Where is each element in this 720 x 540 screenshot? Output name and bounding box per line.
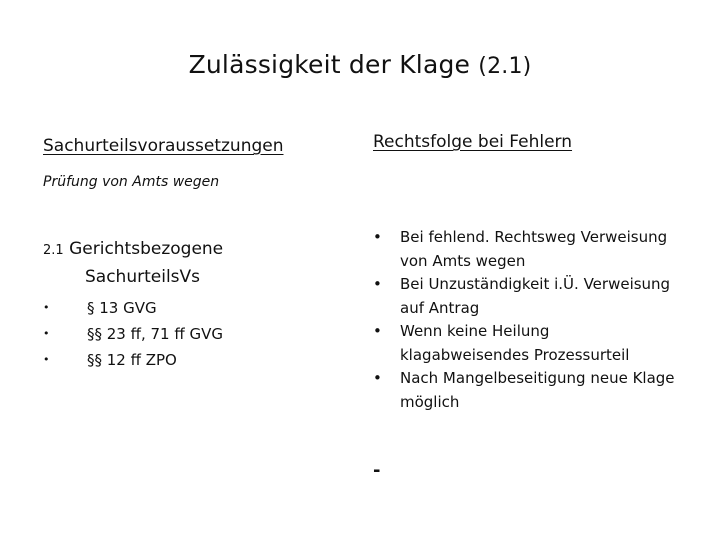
list-item-text: Bei Unzuständigkeit i.Ü. Verweisung auf Antrag: [400, 275, 671, 317]
left-subheading: Prüfung von Amts wegen: [43, 174, 220, 190]
right-bullet-list: [373, 226, 683, 414]
bullet-icon: •: [373, 369, 382, 387]
right-column-heading: Rechtsfolge bei Fehlern: [373, 132, 573, 152]
title-text: Zulässigkeit der Klage: [188, 50, 471, 79]
title-number: (2.1): [478, 54, 532, 79]
slide-title: [0, 50, 720, 79]
bullet-icon: •: [43, 301, 50, 314]
bullet-icon: •: [43, 353, 50, 366]
list-item: [373, 273, 683, 320]
bullet-icon: •: [43, 327, 50, 340]
list-item: [373, 226, 683, 273]
list-item-text: §§ 23 ff, 71 ff GVG: [87, 325, 223, 343]
list-item: [373, 367, 683, 414]
list-item-text: Bei fehlend. Rechtsweg Verweisung von Amts wegen: [400, 228, 668, 270]
left-column-heading: Sachurteilsvoraussetzungen: [43, 136, 284, 156]
list-item-text: §§ 12 ff ZPO: [87, 351, 177, 369]
section-title: [43, 236, 343, 290]
bullet-icon: •: [373, 228, 382, 246]
section-number: 2.1: [43, 243, 64, 258]
list-item-text: Nach Mangelbeseitigung neue Klage möglich: [400, 369, 675, 411]
bullet-icon: •: [373, 275, 382, 293]
list-item-text: § 13 GVG: [87, 299, 157, 317]
list-item: [373, 320, 683, 367]
section-line-2: SachurteilsVs: [85, 267, 201, 287]
dash-marker: -: [373, 460, 381, 481]
list-item-text: Wenn keine Heilung klagabweisendes Prozessurteil: [400, 322, 630, 364]
section-line-1: Gerichtsbezogene: [69, 239, 224, 259]
bullet-icon: •: [373, 322, 382, 340]
